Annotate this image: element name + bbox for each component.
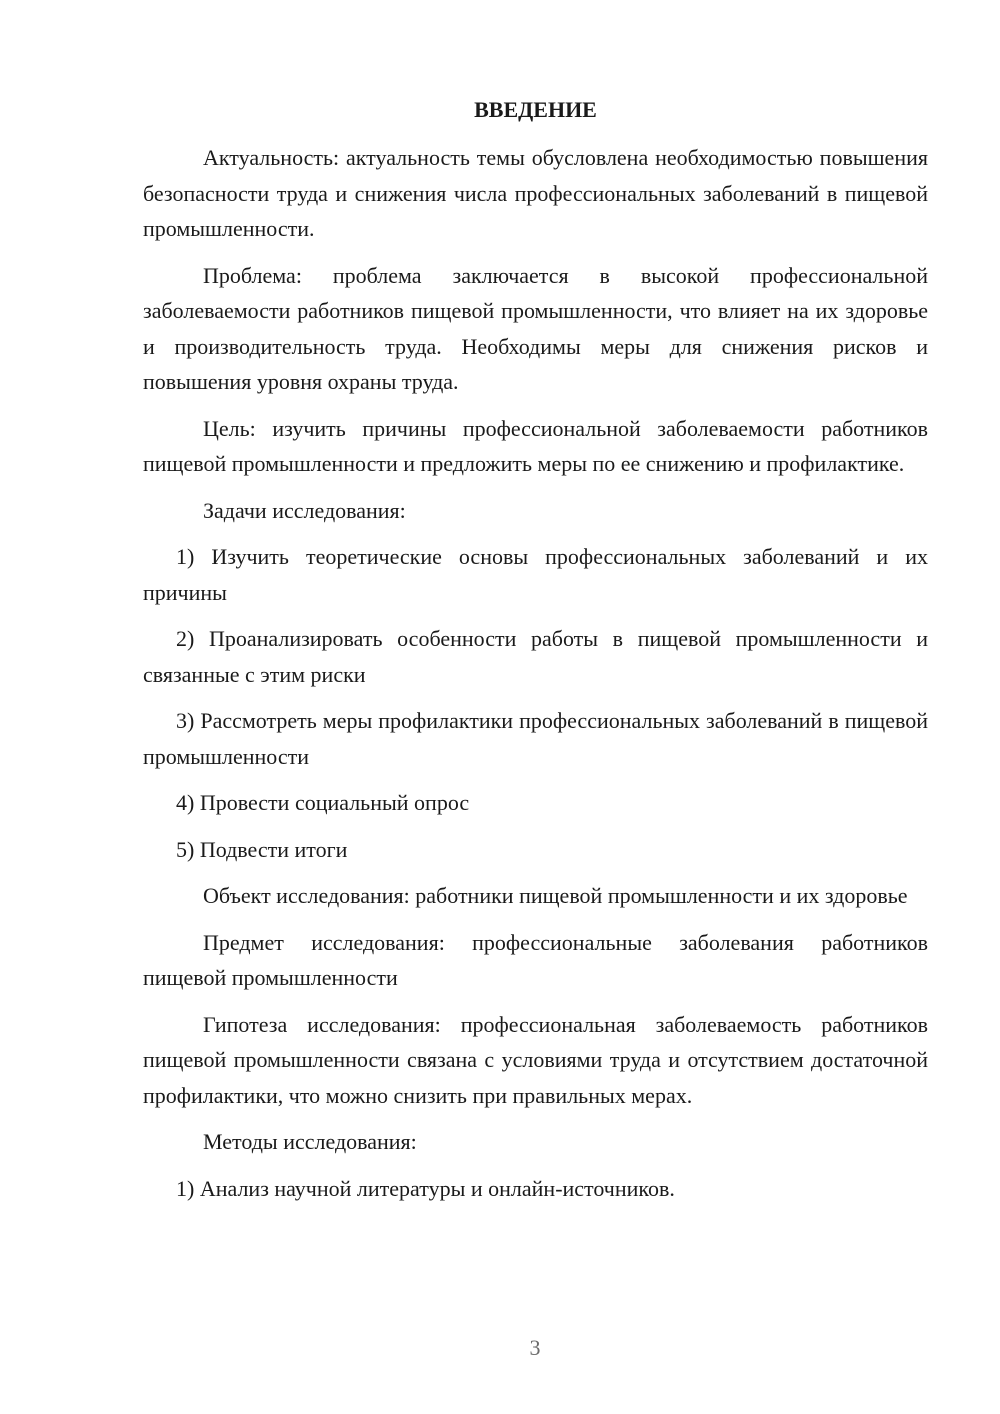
- paragraph-methods-heading: Методы исследования:: [203, 1129, 417, 1154]
- method-item-1: 1) Анализ научной литературы и онлайн-источников.: [176, 1175, 675, 1201]
- document-page: [143, 94, 928, 1206]
- section-title: ВВЕДЕНИЕ: [474, 97, 597, 122]
- paragraph-relevance: Актуальность: актуальность темы обусловлена необходимостью повышения безопасности труда и снижения числа профессиональных заболеваний в пищевой промышленности.: [143, 145, 928, 241]
- paragraph-subject: Предмет исследования: профессиональные заболевания работников пищевой промышленности: [143, 929, 928, 990]
- paragraph-tasks-heading: Задачи исследования:: [203, 497, 406, 523]
- paragraph-hypothesis: Гипотеза исследования: профессиональная заболеваемость работников пищевой промышленности связана с условиями труда и отсутствием достаточной профилактики, что можно снизить при правильных мерах.: [143, 1011, 928, 1108]
- task-item-1: 1) Изучить теоретические основы профессиональных заболеваний и их причины: [143, 544, 928, 605]
- task-item-2: 2) Проанализировать особенности работы в пищевой промышленности и связанные с этим риски: [143, 626, 928, 687]
- page-number: 3: [529, 1335, 541, 1360]
- paragraph-problem: Проблема: проблема заключается в высокой профессиональной заболеваемости работников пищевой промышленности, что влияет на их здоровье и производительность труда. Необходимы меры для снижения рисков и повышения уровня охраны труда.: [143, 262, 928, 394]
- paragraph-object: Объект исследования: работники пищевой промышленности и их здоровье: [203, 883, 908, 908]
- paragraph-goal: Цель: изучить причины профессиональной заболеваемости работников пищевой промышленности и предложить меры по ее снижению и профилактике.: [143, 415, 928, 476]
- task-item-5: 5) Подвести итоги: [176, 836, 348, 862]
- task-item-4: 4) Провести социальный опрос: [176, 790, 470, 815]
- task-item-3: 3) Рассмотреть меры профилактики профессиональных заболеваний в пищевой промышленности: [143, 708, 928, 769]
